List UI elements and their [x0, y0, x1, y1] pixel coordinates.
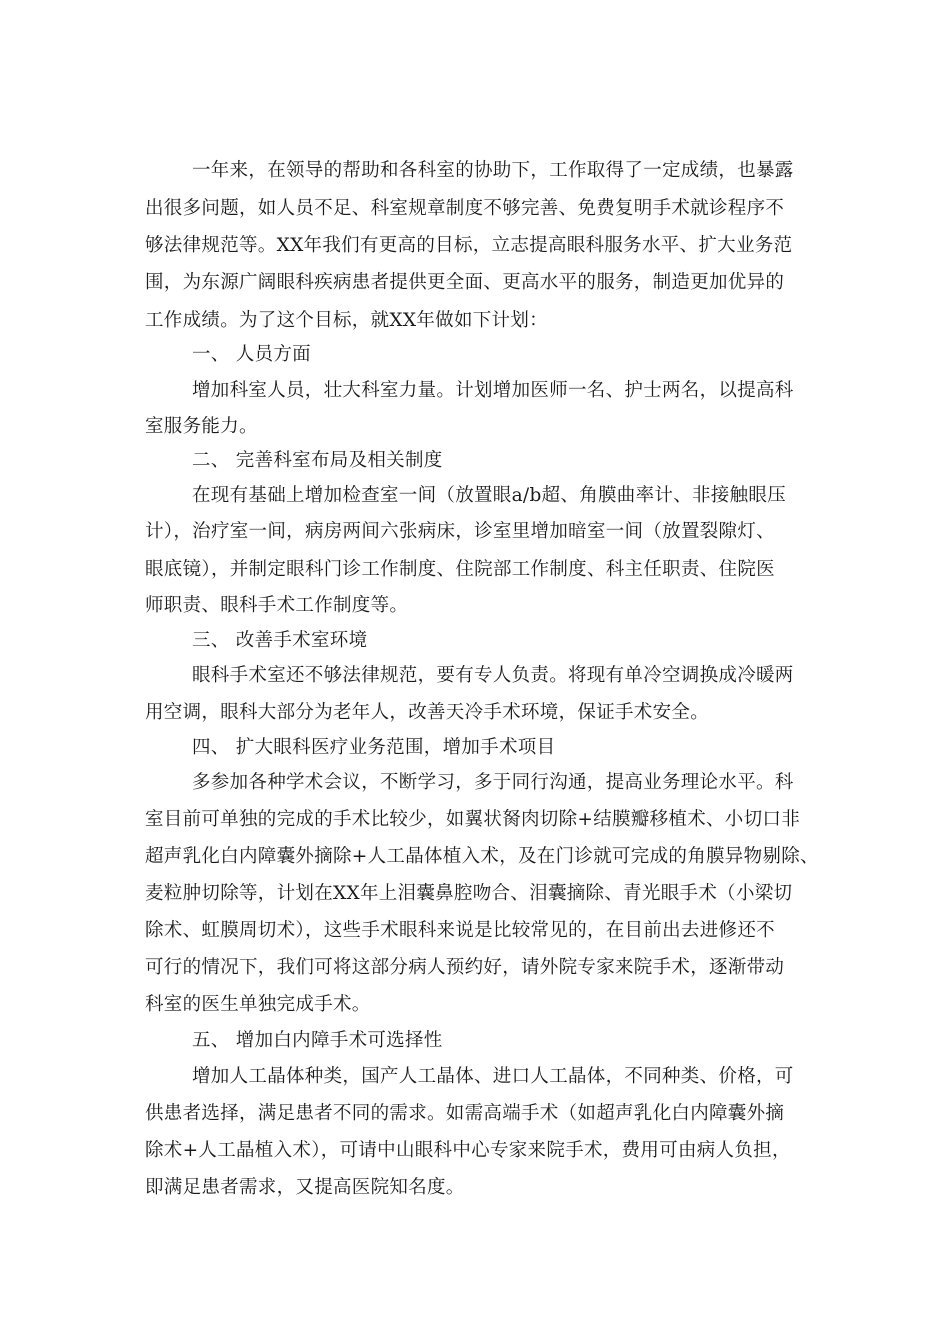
paragraph-line: 多参加各种学术会议，不断学习，多于同行沟通，提高业务理论水平。科	[192, 772, 794, 793]
paragraph-line: 眼科手术室还不够法律规范，要有专人负责。将现有单冷空调换成冷暖两	[192, 665, 794, 686]
paragraph-line: 室服务能力。	[145, 416, 258, 437]
paragraph-line: 可行的情况下，我们可将这部分病人预约好，请外院专家来院手术，逐渐带动	[145, 957, 785, 978]
paragraph-line: 增加人工晶体种类，国产人工晶体、进口人工晶体，不同种类、价格，可	[192, 1066, 794, 1087]
section-heading: 三、 改善手术室环境	[192, 630, 368, 651]
section-heading: 一、 人员方面	[192, 344, 311, 365]
paragraph-line: 增加科室人员，壮大科室力量。计划增加医师一名、护士两名，以提高科	[192, 380, 794, 401]
paragraph-line: 室目前可单独的完成的手术比较少，如翼状胬肉切除+结膜瓣移植术、小切口非	[145, 809, 801, 830]
paragraph-line: 师职责、眼科手术工作制度等。	[145, 595, 409, 616]
paragraph-line: 工作成绩。为了这个目标，就XX年做如下计划：	[145, 310, 548, 331]
paragraph-line: 除术、虹膜周切术），这些手术眼科来说是比较常见的，在目前出去进修还不	[145, 920, 775, 941]
paragraph-line: 麦粒肿切除等，计划在XX年上泪囊鼻腔吻合、泪囊摘除、青光眼手术（小梁切	[145, 883, 793, 904]
paragraph-line: 一年来，在领导的帮助和各科室的协助下，工作取得了一定成绩，也暴露	[192, 160, 794, 181]
section-heading: 二、 完善科室布局及相关制度	[192, 450, 443, 471]
paragraph-line: 除术+人工晶植入术），可请中山眼科中心专家来院手术，费用可由病人负担，	[145, 1140, 791, 1161]
paragraph-line: 出很多问题，如人员不足、科室规章制度不够完善、免费复明手术就诊程序不	[145, 198, 785, 219]
paragraph-line: 供患者选择，满足患者不同的需求。如需高端手术（如超声乳化白内障囊外摘	[145, 1103, 785, 1124]
paragraph-line: 超声乳化白内障囊外摘除+人工晶体植入术，及在门诊就可完成的角膜异物剔除、	[145, 846, 819, 867]
paragraph-line: 在现有基础上增加检查室一间（放置眼a/b超、角膜曲率计、非接触眼压	[192, 485, 787, 506]
paragraph-line: 够法律规范等。XX年我们有更高的目标，立志提高眼科服务水平、扩大业务范	[145, 235, 793, 256]
paragraph-line: 眼底镜），并制定眼科门诊工作制度、住院部工作制度、科主任职责、住院医	[145, 559, 775, 580]
paragraph-line: 用空调，眼科大部分为老年人，改善天冷手术环境，保证手术安全。	[145, 702, 710, 723]
paragraph-line: 计），治疗室一间，病房两间六张病床，诊室里增加暗室一间（放置裂隙灯、	[145, 521, 775, 542]
section-heading: 五、 增加白内障手术可选择性	[192, 1030, 443, 1051]
paragraph-line: 科室的医生单独完成手术。	[145, 994, 371, 1015]
paragraph-line: 即满足患者需求，又提高医院知名度。	[145, 1177, 465, 1198]
section-heading: 四、 扩大眼科医疗业务范围，增加手术项目	[192, 737, 556, 758]
paragraph-line: 围，为东源广阔眼科疾病患者提供更全面、更高水平的服务，制造更加优异的	[145, 272, 785, 293]
